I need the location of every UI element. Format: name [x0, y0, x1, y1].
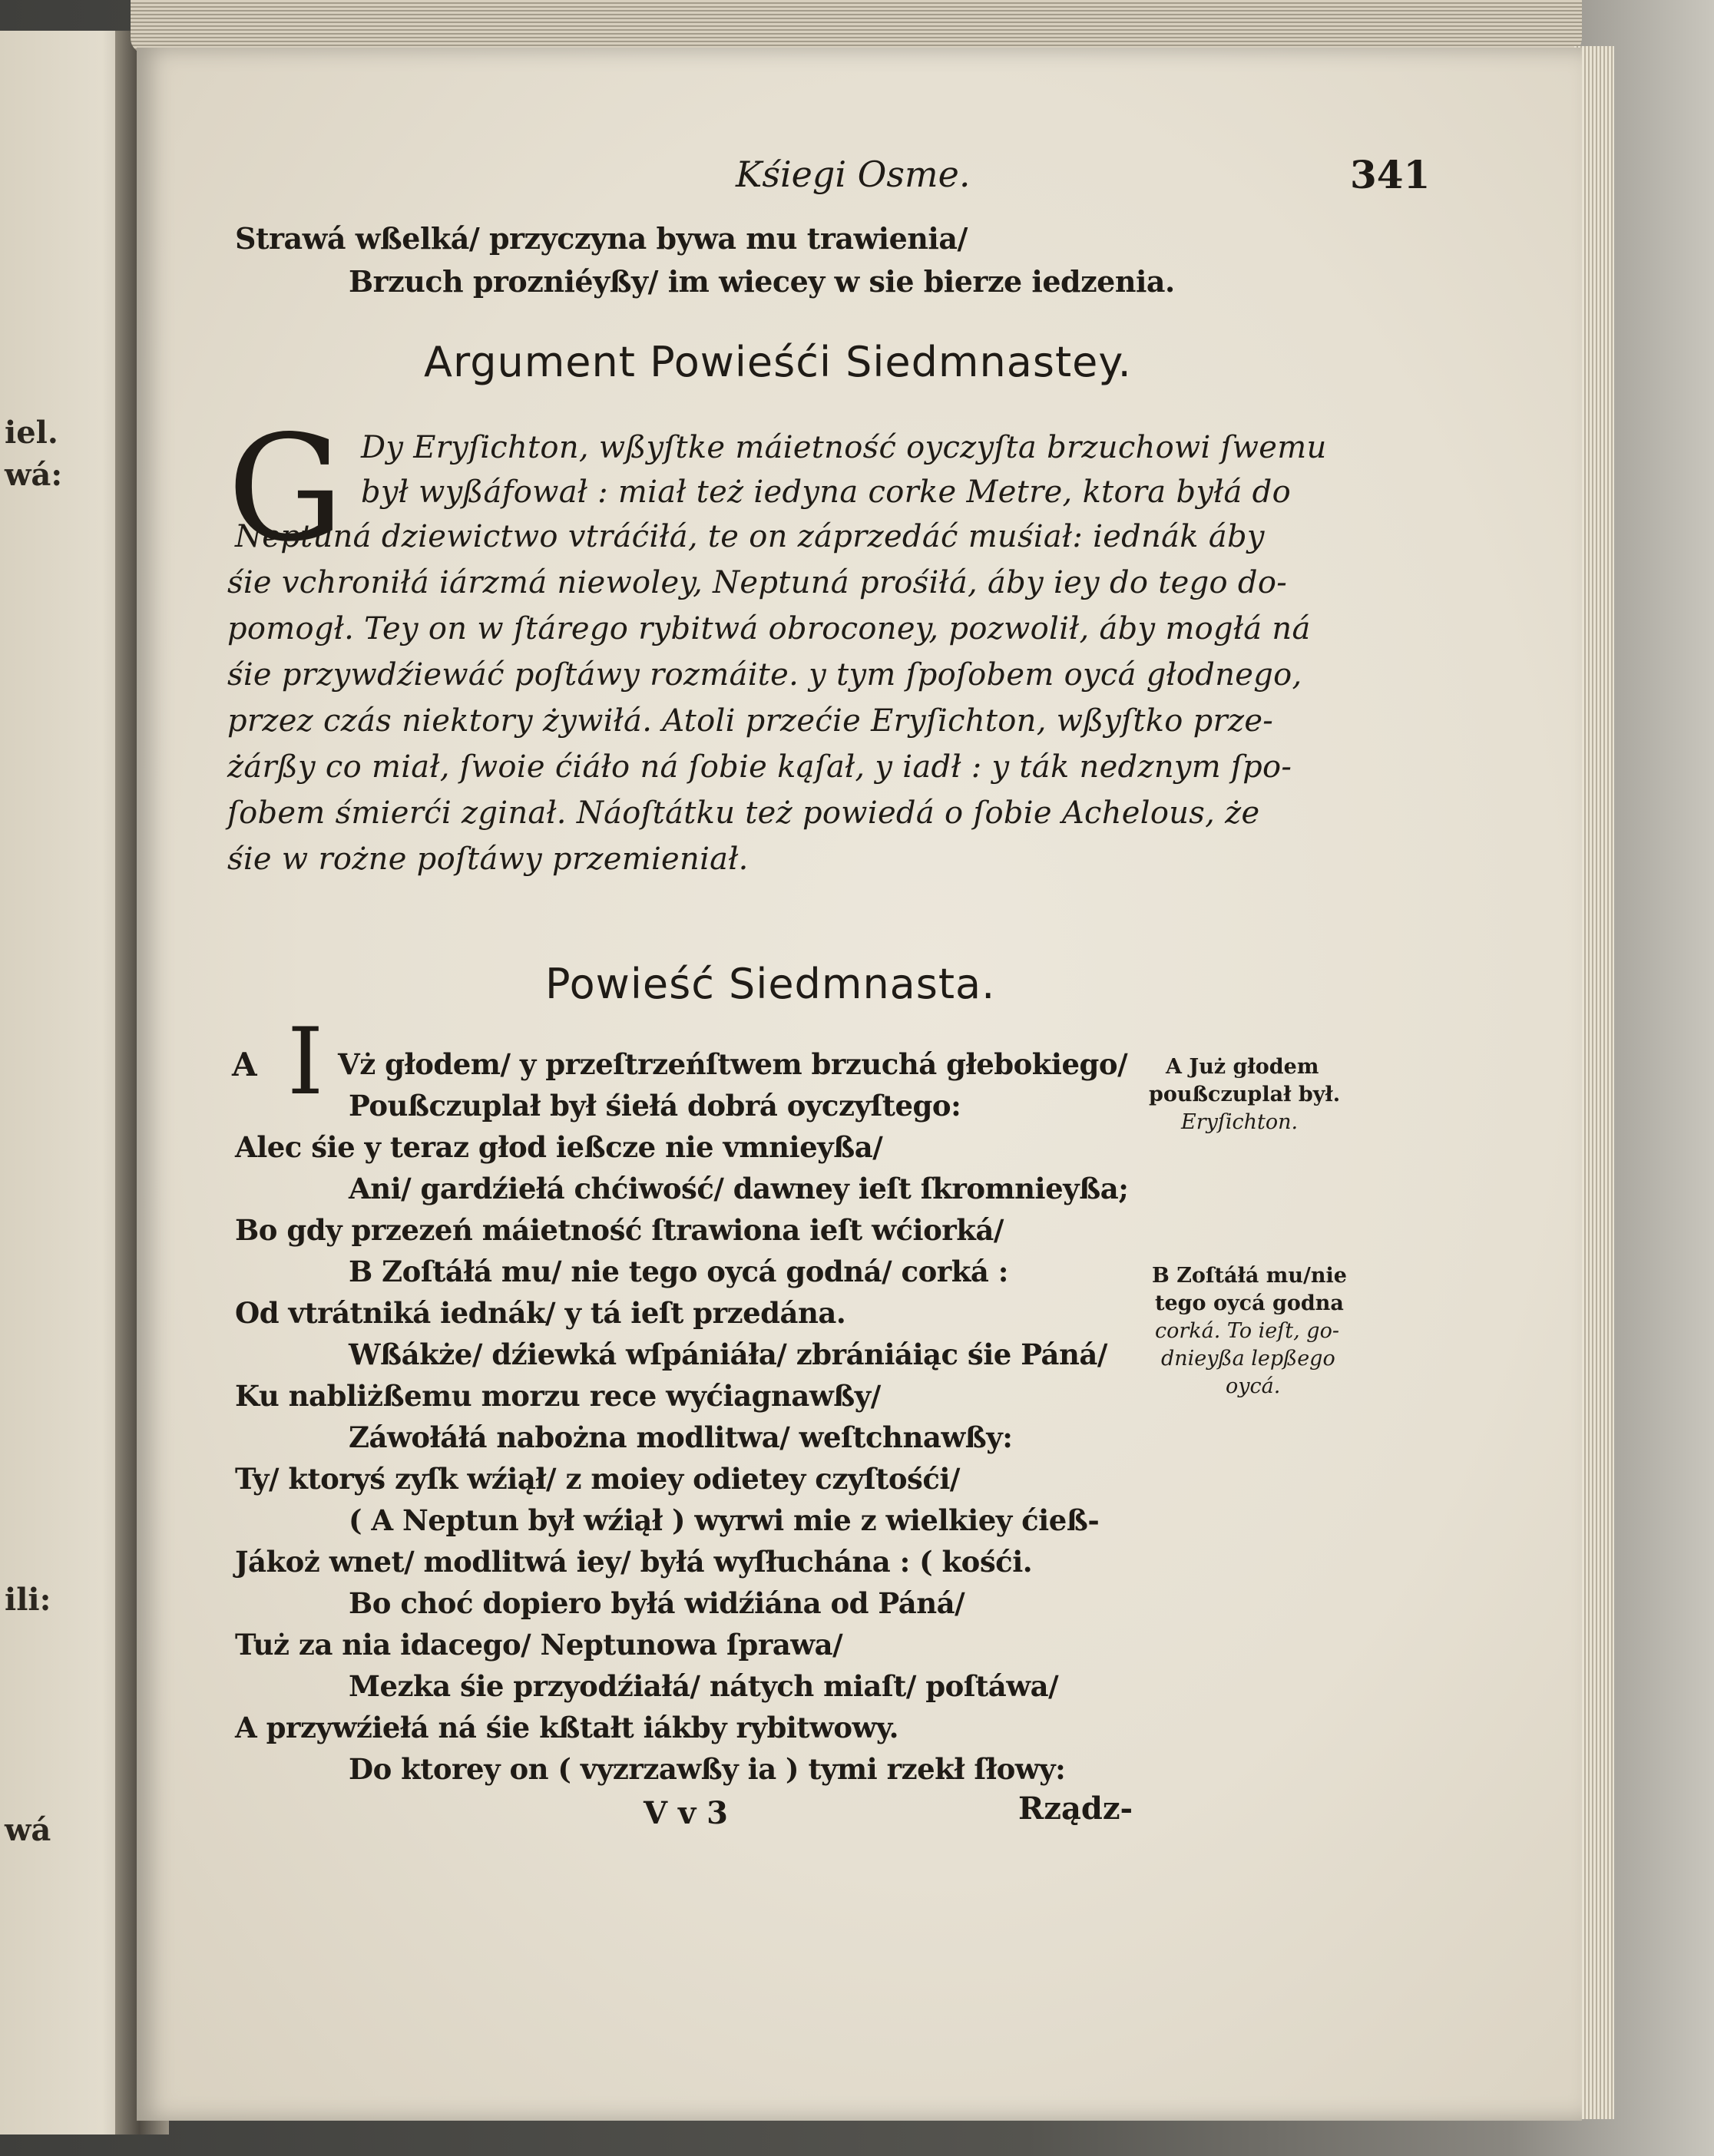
page-top-edges [131, 0, 1582, 54]
margin-note-b: B Zoſtáłá mu/nie [1152, 1264, 1347, 1288]
argument-line: pomogł. Tey on w ſtárego rybitwá obroconey, pozwolił, áby mogłá ná [227, 611, 1311, 646]
margin-note-b: corká. To ieſt, go- [1155, 1319, 1339, 1343]
left-page-fragment: ili: [5, 1582, 51, 1618]
left-page-fragment: wá: [5, 457, 63, 493]
margin-note-b: oycá. [1226, 1374, 1281, 1398]
verse-line: Ku nabliżßemu morzu rece wyćiagnawßy/ [235, 1379, 881, 1413]
verse-line: Vż głodem/ y przeſtrzeńſtwem brzuchá głebokiego/ [338, 1047, 1128, 1081]
verse-line: Záwołáłá nabożna modlitwa/ weſtchnawßy: [349, 1420, 1013, 1454]
margin-note-b: tego oycá godna [1155, 1291, 1344, 1315]
running-head [229, 154, 1496, 207]
argument-line: Dy Eryſichton, wßyſtke máietność oyczyſta brzuchowi ſwemu [361, 430, 1327, 465]
drop-cap: G [227, 404, 344, 574]
argument-line: ſobem śmierći zginał. Náoſtátku też powiedá o ſobie Achelous, że [227, 795, 1260, 831]
argument-line: śie przywdźiewáć poſtáwy rozmáite. y tym ſpoſobem oycá głodnego, [227, 657, 1302, 693]
verse-line: Jákoż wnet/ modlitwá iey/ byłá wyſłuchána : ( kośći. [235, 1545, 1033, 1579]
argument-line: śie w rożne poſtáwy przemieniał. [227, 842, 749, 877]
argument-line: był wyßáfował : miał też iedyna corke Metre, ktora byłá do [361, 475, 1291, 510]
argument-line: żárßy co miał, ſwoie ćiáło ná ſobie kąſał, y iadł : y ták nedznym ſpo- [227, 749, 1292, 785]
book-page [137, 48, 1582, 2121]
left-page-fragment: iel. [5, 415, 58, 451]
verse-line: Ty/ ktoryś zyſk wźiął/ z moiey odietey czyſtośći/ [235, 1462, 960, 1496]
verse-marker-a: A [232, 1046, 257, 1083]
running-title: Kśiegi Osme. [736, 154, 971, 195]
verse-line: Wßákże/ dźiewká wſpániáła/ zbrániáiąc śie Páná/ [349, 1338, 1107, 1371]
signature-mark: V v 3 [644, 1795, 728, 1831]
margin-note-a: A Już głodem [1166, 1055, 1319, 1079]
argument-line: Neptuná dziewictwo vtráćiłá, te on záprzedáć muśiał: iednák áby [235, 519, 1265, 554]
verse-line: Bo choć dopiero byłá widźiána od Páná/ [349, 1586, 965, 1620]
verse-line: Alec śie y teraz głod ießcze nie vmnieyßa/ [235, 1130, 883, 1164]
verse-line: B Zoſtáłá mu/ nie tego oycá godná/ corká : [349, 1255, 1008, 1288]
verse-line: ( A Neptun był wźiął ) wyrwi mie z wielkiey ćieß- [349, 1503, 1100, 1537]
verse-line: Poußczuplał był śiełá dobrá oyczyſtego: [349, 1089, 961, 1123]
verse-line: A przywźiełá ná śie kßtałt iákby rybitwowy. [235, 1711, 899, 1744]
left-page-fragment: wá [5, 1812, 51, 1848]
intro-verse-line: Strawá wßelká/ przyczyna bywa mu trawienia/ [235, 221, 968, 256]
catchword: Rządz- [1018, 1791, 1133, 1827]
verse-line: Tuż za nia idacego/ Neptunowa ſprawa/ [235, 1628, 843, 1662]
lead-initial: I [287, 1009, 324, 1116]
verse-line: Mezka śie przyodźiałá/ nátych miaſt/ poſtáwa/ [349, 1669, 1059, 1703]
argument-heading: Argument Powieśći Siedmnastey. [424, 338, 1132, 386]
story-heading: Powieść Siedmnasta. [545, 960, 996, 1008]
intro-verse-line: Brzuch prozniéyßy/ im wiecey w sie bierze iedzenia. [349, 264, 1175, 299]
argument-line: śie vchroniłá iárzmá niewoley, Neptuná prośiłá, áby iey do tego do- [227, 565, 1288, 600]
margin-note-a: Eryſichton. [1181, 1110, 1299, 1134]
page-number: 341 [1350, 152, 1431, 197]
verse-line: Do ktorey on ( vyzrzawßy ia ) tymi rzekł ſłowy: [349, 1752, 1066, 1786]
margin-note-a: poußczuplał był. [1149, 1083, 1341, 1106]
verse-line: Bo gdy przezeń máietność ſtrawiona ieſt wćiorká/ [235, 1213, 1004, 1247]
verse-line: Od vtrátniká iednák/ y tá ieſt przedána. [235, 1296, 846, 1330]
verse-line: Ani/ gardźiełá chćiwość/ dawney ieſt ſkromnieyßa; [349, 1172, 1129, 1205]
argument-line: przez czás niektory żywiłá. Atoli przećie Eryſichton, wßyſtko prze- [227, 703, 1274, 739]
margin-note-b: dnieyßa lepßego [1161, 1347, 1335, 1371]
